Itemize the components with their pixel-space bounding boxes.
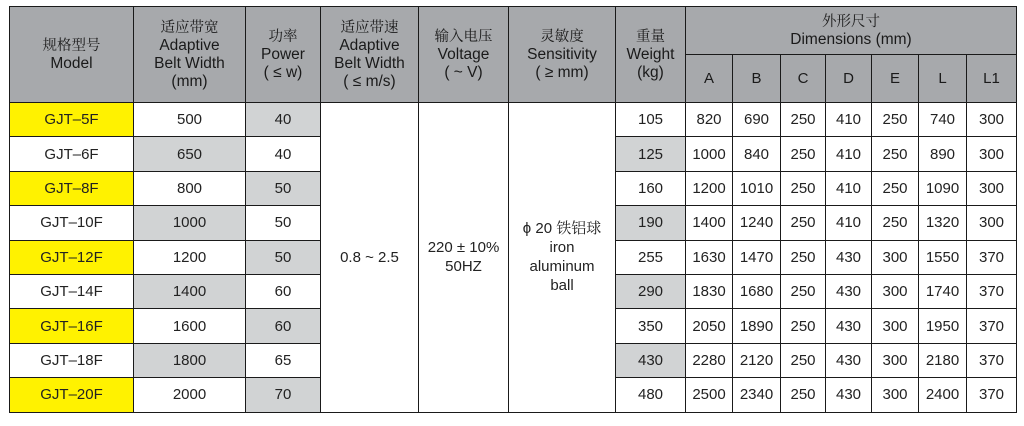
dim-e-cell: 250 (872, 206, 919, 240)
header-belt-width-unit: (mm) (171, 72, 208, 90)
dim-a-cell: 2280 (686, 343, 733, 377)
spec-table (9, 6, 1017, 413)
belt-width-cell: 1600 (134, 309, 246, 343)
header-dim-a: A (686, 55, 733, 103)
header-dim-l1: L1 (967, 55, 1017, 103)
dim-b-cell: 690 (733, 103, 781, 137)
dim-c-cell: 250 (781, 274, 826, 308)
header-voltage (419, 7, 509, 103)
dim-a-cell: 820 (686, 103, 733, 137)
header-power-unit: ( ≤ w) (263, 63, 303, 81)
header-model-en: Model (50, 54, 93, 72)
dim-d-cell: 430 (826, 274, 872, 308)
dim-l1-cell: 300 (967, 171, 1017, 205)
dim-l-cell: 1740 (919, 274, 967, 308)
dim-l1-cell: 300 (967, 103, 1017, 137)
weight-cell: 125 (616, 137, 686, 171)
dim-b-cell: 2340 (733, 378, 781, 412)
model-cell: GJT–8F (10, 171, 134, 205)
dim-l-cell: 2400 (919, 378, 967, 412)
header-dimensions (686, 7, 1017, 55)
dim-a-cell: 1630 (686, 240, 733, 274)
dim-c-cell: 250 (781, 103, 826, 137)
model-cell: GJT–6F (10, 137, 134, 171)
header-sensitivity-en: Sensitivity (527, 45, 597, 63)
dim-e-cell: 300 (872, 240, 919, 274)
dim-l1-cell: 370 (967, 343, 1017, 377)
model-cell: GJT–16F (10, 309, 134, 343)
header-weight (616, 7, 686, 103)
belt-width-cell: 500 (134, 103, 246, 137)
dim-a-cell: 1400 (686, 206, 733, 240)
header-power-en: Power (261, 45, 305, 63)
dim-d-cell: 410 (826, 137, 872, 171)
belt-speed-cell: 0.8 ~ 2.5 (321, 103, 419, 413)
dim-l1-cell: 300 (967, 137, 1017, 171)
dim-b-cell: 840 (733, 137, 781, 171)
power-cell: 50 (246, 240, 321, 274)
dim-c-cell: 250 (781, 378, 826, 412)
dim-l1-cell: 370 (967, 274, 1017, 308)
dim-e-cell: 250 (872, 171, 919, 205)
dim-d-cell: 410 (826, 171, 872, 205)
header-dim-c: C (781, 55, 826, 103)
dim-c-cell: 250 (781, 343, 826, 377)
dim-d-cell: 410 (826, 206, 872, 240)
dim-c-cell: 250 (781, 240, 826, 274)
dim-l-cell: 2180 (919, 343, 967, 377)
sensitivity-line-4: ball (550, 277, 574, 295)
dim-l1-cell: 300 (967, 206, 1017, 240)
dim-a-cell: 1830 (686, 274, 733, 308)
dim-e-cell: 250 (872, 137, 919, 171)
power-cell: 50 (246, 206, 321, 240)
power-cell: 70 (246, 378, 321, 412)
weight-cell: 350 (616, 309, 686, 343)
model-cell: GJT–20F (10, 378, 134, 412)
table-header (10, 7, 1017, 103)
belt-width-cell: 1000 (134, 206, 246, 240)
dim-e-cell: 300 (872, 343, 919, 377)
header-belt-speed-en2: Belt Width (334, 54, 405, 72)
belt-width-cell: 2000 (134, 378, 246, 412)
dim-e-cell: 300 (872, 378, 919, 412)
header-dimensions-en: Dimensions (mm) (790, 30, 912, 48)
power-cell: 60 (246, 274, 321, 308)
voltage-line-2: 50HZ (445, 258, 482, 276)
model-cell: GJT–5F (10, 103, 134, 137)
dim-c-cell: 250 (781, 309, 826, 343)
header-voltage-unit: ( ~ V) (444, 63, 483, 81)
header-dim-d: D (826, 55, 872, 103)
header-weight-en: Weight (626, 45, 675, 63)
model-cell: GJT–12F (10, 240, 134, 274)
dim-l-cell: 890 (919, 137, 967, 171)
dim-c-cell: 250 (781, 171, 826, 205)
header-weight-zh: 重量 (636, 28, 665, 45)
model-cell: GJT–18F (10, 343, 134, 377)
dim-b-cell: 1010 (733, 171, 781, 205)
header-belt-width-en1: Adaptive (159, 36, 220, 54)
header-belt-width-zh: 适应带宽 (160, 19, 219, 36)
weight-cell: 160 (616, 171, 686, 205)
header-weight-unit: (kg) (637, 63, 664, 81)
dim-a-cell: 1000 (686, 137, 733, 171)
dim-d-cell: 430 (826, 378, 872, 412)
sensitivity-line-3: aluminum (529, 258, 595, 276)
dim-b-cell: 1680 (733, 274, 781, 308)
dim-e-cell: 300 (872, 309, 919, 343)
table-row (10, 103, 1017, 137)
header-model-zh: 规格型号 (42, 37, 101, 54)
header-sensitivity (509, 7, 616, 103)
dim-e-cell: 250 (872, 103, 919, 137)
header-dimensions-zh: 外形尺寸 (822, 13, 881, 30)
header-belt-speed-en1: Adaptive (339, 36, 400, 54)
model-cell: GJT–10F (10, 206, 134, 240)
header-sensitivity-zh: 灵敏度 (540, 28, 584, 45)
header-voltage-zh: 输入电压 (434, 28, 493, 45)
model-cell: GJT–14F (10, 274, 134, 308)
belt-width-cell: 1400 (134, 274, 246, 308)
header-belt-speed-unit: ( ≤ m/s) (343, 72, 396, 90)
header-dim-b: B (733, 55, 781, 103)
dim-l1-cell: 370 (967, 378, 1017, 412)
weight-cell: 290 (616, 274, 686, 308)
dim-b-cell: 1470 (733, 240, 781, 274)
dim-b-cell: 2120 (733, 343, 781, 377)
power-cell: 40 (246, 103, 321, 137)
weight-cell: 105 (616, 103, 686, 137)
table-body (10, 103, 1017, 413)
dim-l-cell: 1950 (919, 309, 967, 343)
dim-e-cell: 300 (872, 274, 919, 308)
header-voltage-en: Voltage (437, 45, 490, 63)
dim-l-cell: 740 (919, 103, 967, 137)
weight-cell: 430 (616, 343, 686, 377)
header-model (10, 7, 134, 103)
power-cell: 50 (246, 171, 321, 205)
header-power (246, 7, 321, 103)
belt-width-cell: 1200 (134, 240, 246, 274)
header-belt-width-en2: Belt Width (154, 54, 225, 72)
header-dim-e: E (872, 55, 919, 103)
dim-a-cell: 2500 (686, 378, 733, 412)
sensitivity-cell (509, 103, 616, 413)
header-dim-l: L (919, 55, 967, 103)
dim-l-cell: 1550 (919, 240, 967, 274)
voltage-cell (419, 103, 509, 413)
dim-l-cell: 1090 (919, 171, 967, 205)
sensitivity-line-1: ϕ 20 铁铝球 (522, 220, 602, 238)
dim-c-cell: 250 (781, 137, 826, 171)
belt-width-cell: 1800 (134, 343, 246, 377)
dim-l1-cell: 370 (967, 240, 1017, 274)
header-sensitivity-unit: ( ≥ mm) (535, 63, 589, 81)
dim-a-cell: 2050 (686, 309, 733, 343)
power-cell: 40 (246, 137, 321, 171)
voltage-line-1: 220 ± 10% (427, 239, 500, 257)
weight-cell: 190 (616, 206, 686, 240)
weight-cell: 255 (616, 240, 686, 274)
header-belt-speed (321, 7, 419, 103)
power-cell: 65 (246, 343, 321, 377)
dim-d-cell: 430 (826, 343, 872, 377)
header-belt-speed-zh: 适应带速 (340, 19, 399, 36)
belt-width-cell: 800 (134, 171, 246, 205)
header-power-zh: 功率 (268, 28, 298, 45)
sensitivity-line-2: iron (549, 239, 575, 257)
dim-l-cell: 1320 (919, 206, 967, 240)
dim-d-cell: 430 (826, 240, 872, 274)
belt-width-cell: 650 (134, 137, 246, 171)
weight-cell: 480 (616, 378, 686, 412)
power-cell: 60 (246, 309, 321, 343)
dim-c-cell: 250 (781, 206, 826, 240)
dim-b-cell: 1890 (733, 309, 781, 343)
dim-l1-cell: 370 (967, 309, 1017, 343)
dim-d-cell: 410 (826, 103, 872, 137)
dim-d-cell: 430 (826, 309, 872, 343)
dim-b-cell: 1240 (733, 206, 781, 240)
header-belt-width (134, 7, 246, 103)
dim-a-cell: 1200 (686, 171, 733, 205)
